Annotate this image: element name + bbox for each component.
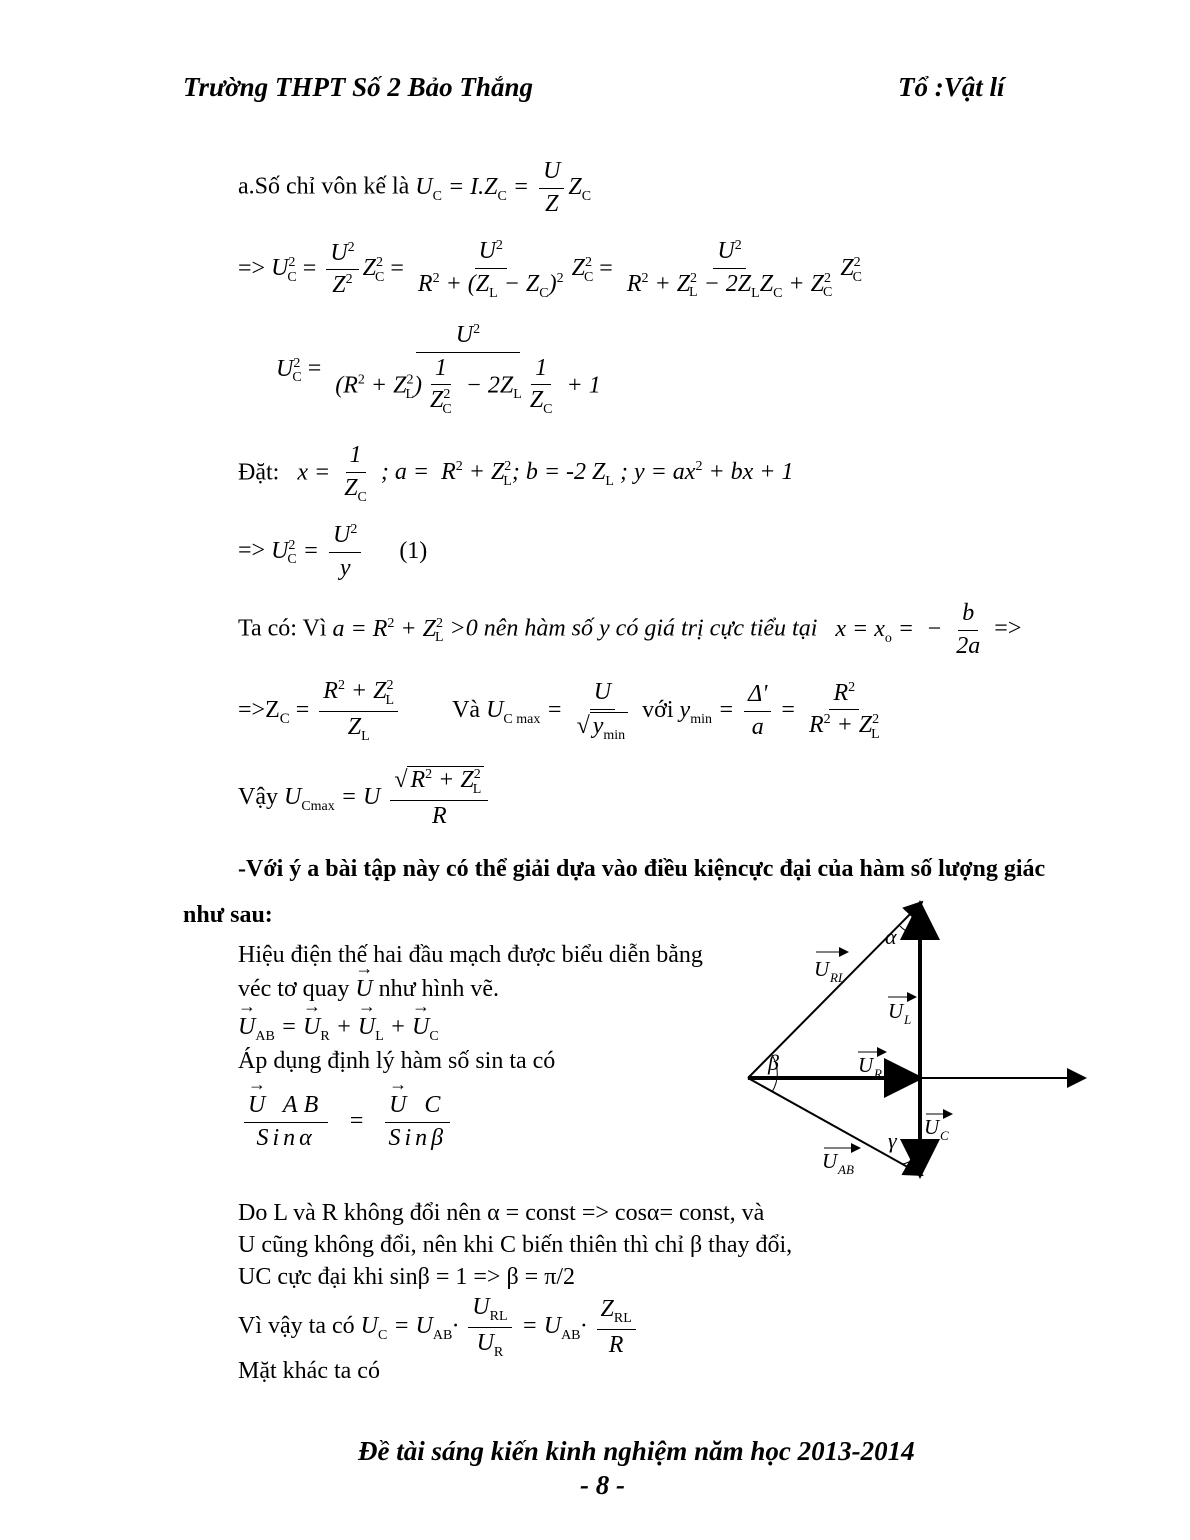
eq-number: (1)	[399, 537, 428, 564]
uc-label: U	[924, 1115, 940, 1139]
uab-sub: AB	[838, 1162, 854, 1177]
beta-label: β	[768, 1050, 779, 1075]
footer-title: Đề tài sáng kiến kinh nghiệm năm học 2013-2014	[358, 1436, 915, 1466]
va-label: Và	[452, 696, 481, 723]
para1-line2b: như hình vẽ.	[378, 976, 499, 1002]
gamma-arc	[902, 1152, 920, 1164]
bold-heading-1: -Với ý a bài tập này có thể giải dựa vào điều kiệncực đại của hàm số lượng giác	[238, 856, 1046, 882]
dat-label: Đặt:	[238, 459, 280, 486]
ta-co-line: Ta có: Vì $a = R^2 + Z^2_L >0$ nên hàm số y có giá trị cực tiểu tại $x = x_o$ = − $\frac{b}{2a}$ =>	[238, 600, 1022, 659]
formula-eq1: => $U^2_C$ = $\frac{U^2}{y}$ (1)	[238, 522, 428, 581]
header-school: Trường THPT Số 2 Bảo Thắng	[183, 72, 533, 102]
para1-line2a: véc tơ quay	[238, 976, 350, 1002]
gamma-label: γ	[888, 1128, 897, 1153]
ur-label: U	[858, 1053, 874, 1077]
sin-theorem-line: Áp dụng định lý hàm số sin ta có	[238, 1048, 556, 1074]
do-line2: U cũng không đổi, nên khi C biến thiên thì chỉ β thay đổi,	[238, 1232, 793, 1258]
mat-khac-line: Mặt khác ta có	[238, 1358, 380, 1384]
formula-uc2-expansion: => $U^2_C$ = $\frac{U^2}{Z^2}$ $Z^2_C$ = $\frac{U^2}{R^2 + (Z_L - Z_C)^2}$ $Z^2_C$ = $\frac{U^2}{R^2 + Z^2_L - 2Z_LZ_C + Z^2_C}$ $Z^2_C$	[238, 238, 863, 301]
alpha-arc	[900, 926, 920, 934]
ul-sub: L	[904, 1012, 912, 1027]
para1-line1: Hiệu điện thế hai đầu mạch được biểu diễn bằng	[238, 942, 703, 968]
formula-uc2-rewrite: $U^2_C$ = $U^2$ $(R^2 + Z^2_L)$ $\frac{1}{Z^2_C}$ − $2Z_L$ $\frac{1}{Z_C}$ + 1	[276, 322, 601, 417]
substitution-line: Đặt: x = $\frac{1}{Z_C}$ ; $a = R^2 + Z^2_L$; b = -2 $Z_L$ ; $y = ax^2$ + bx + 1	[238, 442, 794, 505]
vector-sum-formula: → $U_{AB}$ = → $U_R$ + → $U_L$ + → $U_C$	[238, 1014, 439, 1045]
url-label: U	[814, 957, 830, 981]
do-line1: Do L và R không đổi nên α = const => cosα= const, và	[238, 1200, 765, 1226]
vi-vay-line: Vì vậy ta có $U_C = U_{AB}\cdot$ $\frac{U_{RL}}{U_R}$ = $U_{AB}\cdot$ $\frac{Z_{RL}}{R}$	[238, 1294, 640, 1361]
uab-label: U	[822, 1149, 838, 1173]
line-a: a.Số chỉ vôn kế là $U_C = I.Z_C$ = $\frac{U}{Z}$ $Z_C$	[238, 158, 592, 217]
url-sub: RL	[830, 970, 846, 985]
voi-label: với	[642, 696, 674, 723]
footer-page: - 8 -	[580, 1470, 625, 1500]
alpha-label: α	[885, 924, 897, 949]
line-a-prefix: a.Số chỉ vôn kế là	[238, 173, 410, 200]
zc-ucmax-line: $=>Z_C$ = $\frac{R^2 + Z^2_L}{Z_L}$ Và $U_{C max}$ = $\frac{U}{√ y_{min}}$ với $y_{min}$ = $\frac{\Delta'}{a}$ = $\frac{R^2}{R^2 + Z^2_L}$	[238, 678, 880, 744]
uc-sub: C	[940, 1128, 949, 1143]
vay-line: Vậy $U_{Cmax} = U$ $\frac{√ R^2 + Z^2_L}{R}$	[238, 766, 492, 830]
ul-label: U	[888, 999, 904, 1023]
do-line3: UC cực đại khi sinβ = 1 => β = π/2	[238, 1264, 575, 1290]
phasor-diagram	[730, 890, 1100, 1190]
header-department: Tổ :Vật lí	[898, 72, 1005, 102]
vay-label: Vậy	[238, 783, 278, 810]
bold-heading-2: như sau:	[183, 902, 273, 928]
ur-sub: R	[874, 1066, 882, 1081]
sin-ratio-formula: → $\frac{\text{U AB}}{\text{Sinα}}$ = → $\frac{\text{U C}}{\text{Sinβ}}$	[240, 1092, 455, 1152]
para1-line2: véc tơ quay → U như hình vẽ.	[238, 976, 499, 1003]
ta-co-prefix: Ta có: Vì	[238, 615, 327, 642]
ta-co-text: >0 nên hàm số y có giá trị cực tiểu tại	[449, 615, 818, 642]
vi-vay-label: Vì vậy ta có	[238, 1312, 355, 1339]
